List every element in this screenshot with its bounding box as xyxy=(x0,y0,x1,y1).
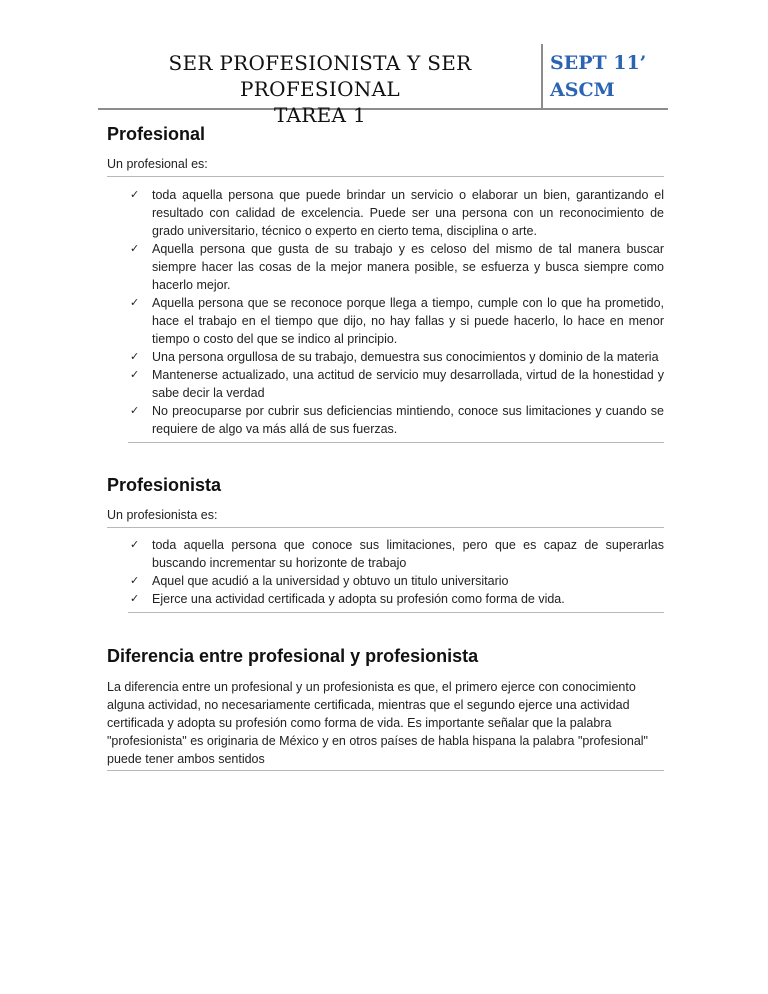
list-item-text: Aquella persona que gusta de su trabajo y es celoso del mismo de tal manera buscar siempre hacer las cosas de la mejor manera posible, se esfuerza y busca siempre como hacerlo mejor. xyxy=(152,242,664,292)
checkmark-icon: ✓ xyxy=(130,242,140,255)
list-item-text: Mantenerse actualizado, una actitud de servicio muy desarrollada, virtud de la honestidad y sabe decir la verdad xyxy=(152,368,664,400)
header-author: ASCM xyxy=(550,79,615,101)
bullet-list-profesional xyxy=(128,186,664,443)
list-item xyxy=(128,186,664,240)
list-item-text: Ejerce una actividad certificada y adopta su profesión como forma de vida. xyxy=(152,592,565,606)
section-title-diferencia: Diferencia entre profesional y profesionista xyxy=(107,646,479,666)
checkmark-icon: ✓ xyxy=(130,188,140,201)
section-title-profesionista: Profesionista xyxy=(107,475,222,495)
list-item xyxy=(128,536,664,572)
list-item xyxy=(128,366,664,402)
checkmark-icon: ✓ xyxy=(130,296,140,309)
list-item xyxy=(128,590,664,608)
bullet-list-profesionista xyxy=(128,536,664,613)
list-item xyxy=(128,402,664,438)
checkmark-icon: ✓ xyxy=(130,350,140,363)
list-item-text: Una persona orgullosa de su trabajo, demuestra sus conocimientos y dominio de la materia xyxy=(152,350,659,364)
section-paragraph-diferencia: La diferencia entre un profesional y un profesionista es que, el primero ejerce con conocimiento alguna actividad, no necesariamente certificada, mientras que el segundo ejerce una actividad certificada y adopta su profesión como forma de vida. Es importante señalar que la palabra "profesionista" es originaria de México y en otros países de habla hispana la palabra "profesional" puede tener ambos sentidos xyxy=(107,678,664,771)
checkmark-icon: ✓ xyxy=(130,368,140,381)
list-item-text: Aquel que acudió a la universidad y obtuvo un titulo universitario xyxy=(152,574,509,588)
list-item xyxy=(128,294,664,348)
title-line-1: SER PROFESIONISTA Y SER PROFESIONAL xyxy=(168,51,472,101)
list-item xyxy=(128,348,664,366)
list-item-text: No preocuparse por cubrir sus deficiencias mintiendo, conoce sus limitaciones y cuando se requiere de algo va más allá de sus fuerzas. xyxy=(152,404,664,436)
list-item-text: toda aquella persona que conoce sus limitaciones, pero que es capaz de superarlas buscando incrementar su horizonte de trabajo xyxy=(152,538,664,570)
document-header xyxy=(98,44,668,127)
list-item-text: Aquella persona que se reconoce porque llega a tiempo, cumple con lo que ha prometido, hace el trabajo en el tiempo que dijo, no hay fallas y si puede hacerlo, lo hace en menor tiempo o costo del que se indico al principio. xyxy=(152,296,664,346)
document-title xyxy=(98,50,542,128)
section-title-profesional: Profesional xyxy=(107,124,206,144)
list-item-text: toda aquella persona que puede brindar un servicio o elaborar un bien, garantizando el resultado con calidad de excelencia. Puede ser una persona con un reconocimiento de grado universitario, técnico o experto en cierto tema, disciplina o arte. xyxy=(152,188,664,238)
list-item xyxy=(128,240,664,294)
section-intro-profesional: Un profesional es: xyxy=(107,156,664,177)
checkmark-icon: ✓ xyxy=(130,538,140,551)
header-meta xyxy=(550,50,646,104)
section-intro-profesionista: Un profesionista es: xyxy=(107,507,664,528)
checkmark-icon: ✓ xyxy=(130,404,140,417)
checkmark-icon: ✓ xyxy=(130,592,140,605)
checkmark-icon: ✓ xyxy=(130,574,140,587)
header-divider xyxy=(541,44,543,108)
list-item xyxy=(128,572,664,590)
title-line-2: TAREA 1 xyxy=(274,103,366,127)
header-date: SEPT 11’ xyxy=(550,52,647,74)
